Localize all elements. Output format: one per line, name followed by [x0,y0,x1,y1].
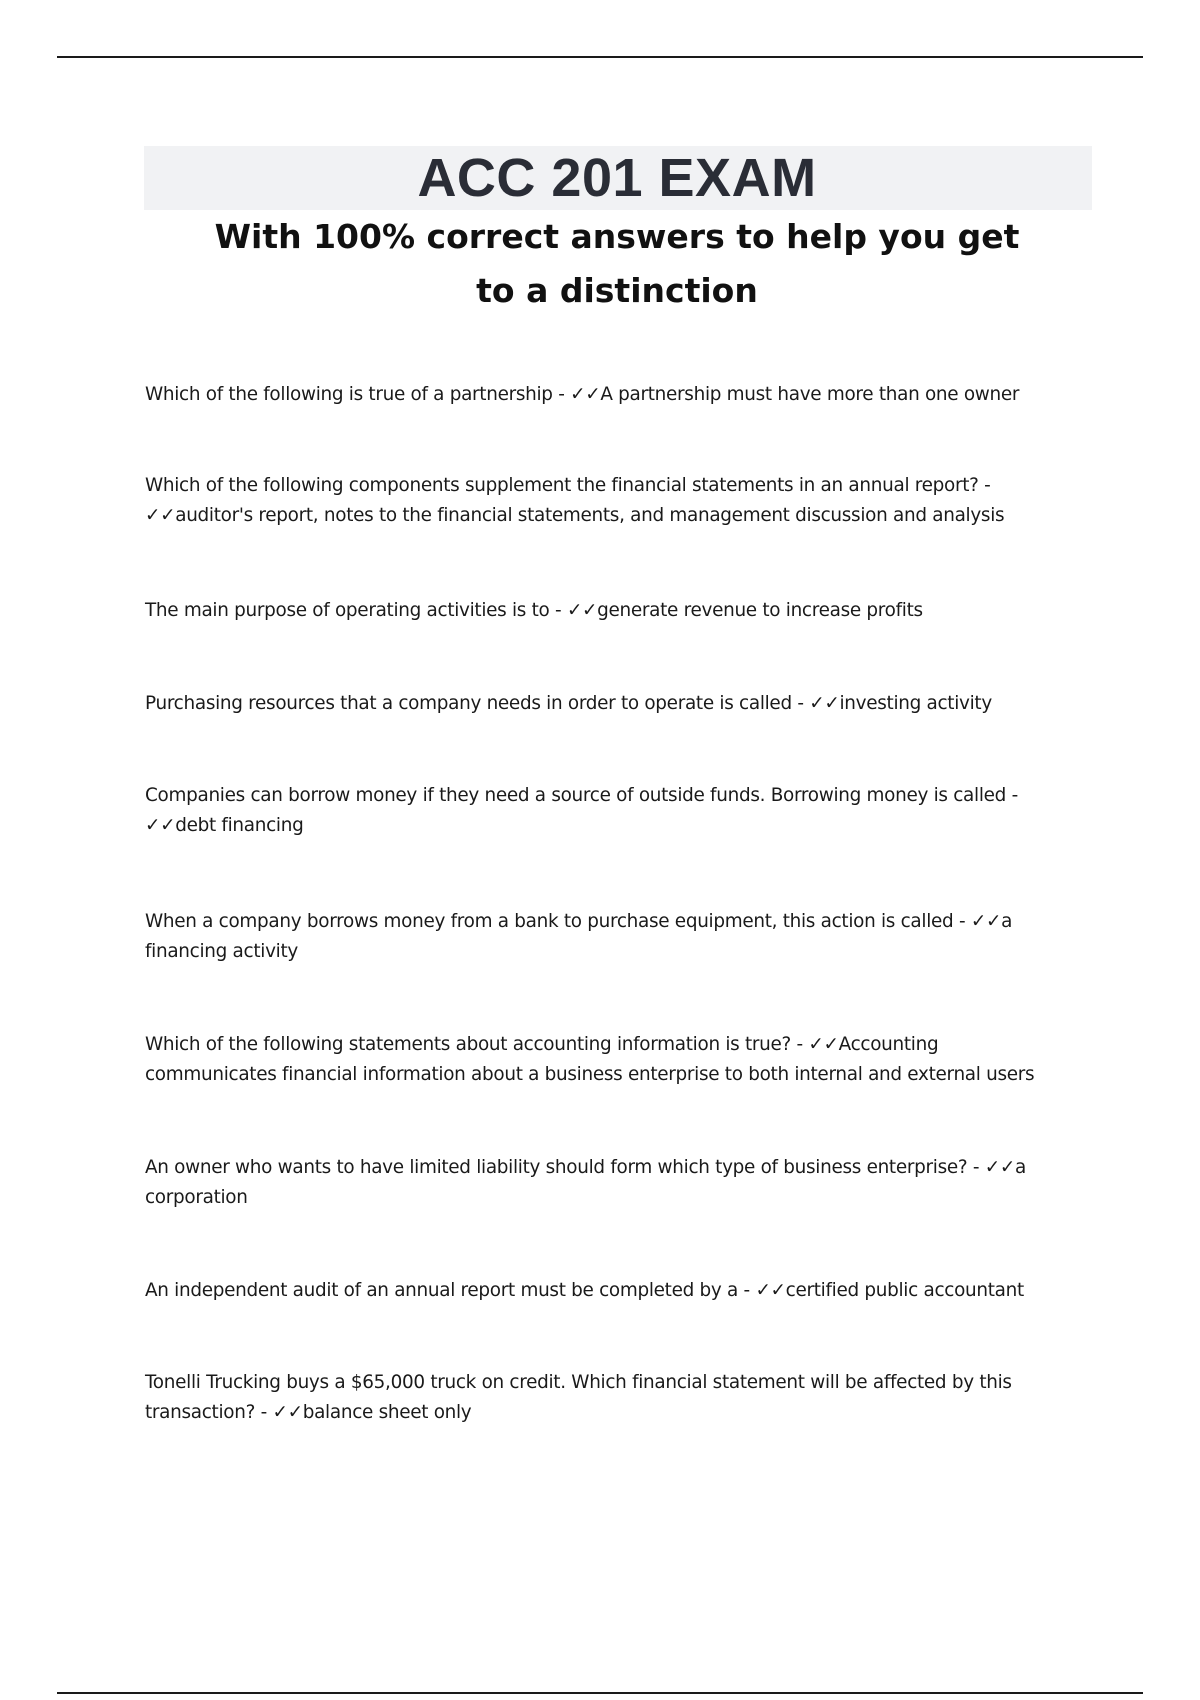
separator: - [255,1402,273,1423]
qa-item [145,689,1065,719]
check-mark-icon: ✓✓ [984,1157,1015,1178]
check-mark-icon: ✓✓ [970,911,1002,932]
answer-text: auditor's report, notes to the financial statements, and management discussion and analysis [175,505,1005,526]
question-text: Purchasing resources that a company needs in order to operate is called [145,693,792,714]
qa-item [145,1368,1065,1428]
check-mark-icon: ✓✓ [272,1402,303,1423]
check-mark-icon: ✓✓ [566,600,598,621]
answer-text: debt financing [175,815,304,836]
check-mark-icon: ✓✓ [809,693,840,714]
answer-text: balance sheet only [302,1402,472,1423]
answer-text: investing activity [839,693,992,714]
separator: - [791,693,810,714]
separator: - [1006,785,1024,806]
qa-item [145,1030,1065,1090]
separator: - [978,475,997,496]
separator: - [953,911,971,932]
check-mark-icon: ✓✓ [145,815,176,836]
header-rule [57,56,1143,58]
question-text: An independent audit of an annual report must be completed by a [145,1280,739,1301]
answer-text: a corporation [145,1157,1026,1208]
qa-item [145,1153,1065,1213]
answer-text: A partnership must have more than one owner [600,384,1020,405]
check-mark-icon: ✓✓ [755,1280,786,1301]
qa-item [145,596,1065,626]
qa-item [145,781,1065,841]
question-text: Which of the following components supplement the financial statements in an annual report? [145,475,979,496]
separator: - [967,1157,985,1178]
question-text: The main purpose of operating activities is to [145,600,550,621]
check-mark-icon: ✓✓ [808,1034,839,1055]
question-text: When a company borrows money from a bank to purchase equipment, this action is called [145,911,954,932]
answer-text: generate revenue to increase profits [597,600,923,621]
qa-item [145,907,1065,967]
question-text: An owner who wants to have limited liability should form which type of business enterprise? [145,1157,968,1178]
page-title: ACC 201 EXAM [417,148,817,208]
page-subtitle: With 100% correct answers to help you get to a distinction [214,217,1020,310]
answer-text: Accounting communicates financial information about a business enterprise to both internal and external users [145,1034,1035,1085]
separator: - [790,1034,809,1055]
question-text: Tonelli Trucking buys a $65,000 truck on credit. Which financial statement will be affected by this transaction? [145,1372,1012,1423]
separator: - [552,384,571,405]
qa-item [145,471,1065,531]
separator: - [738,1280,756,1301]
answer-text: certified public accountant [785,1280,1024,1301]
footer-rule [57,1692,1143,1694]
question-text: Which of the following is true of a partnership [145,384,553,405]
question-text: Companies can borrow money if they need a source of outside funds. Borrowing money is called [145,785,1007,806]
question-text: Which of the following statements about accounting information is true? [145,1034,791,1055]
check-mark-icon: ✓✓ [145,505,176,526]
separator: - [549,600,567,621]
check-mark-icon: ✓✓ [570,384,601,405]
qa-item [145,1276,1065,1306]
qa-item [145,380,1065,410]
answer-text: a financing activity [145,911,1013,962]
